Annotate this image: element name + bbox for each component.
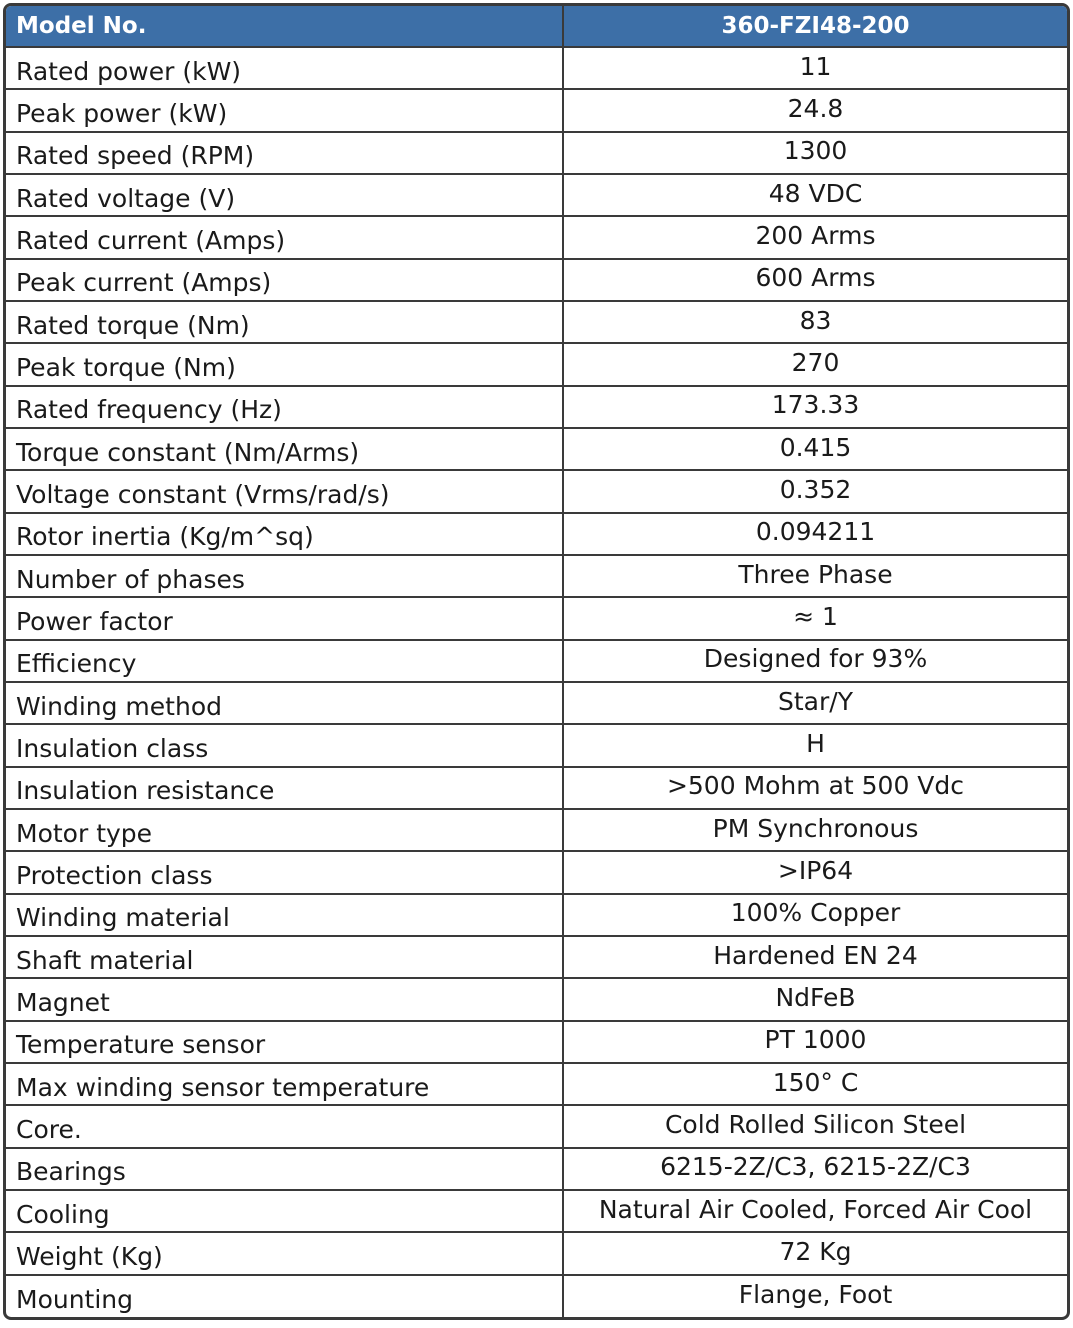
table-row <box>6 386 1067 428</box>
spec-value: 6215-2Z/C3, 6215-2Z/C3 <box>563 1148 1067 1190</box>
spec-value: Natural Air Cooled, Forced Air Cool <box>563 1190 1067 1232</box>
header-model-number: 360-FZI48-200 <box>563 6 1067 47</box>
spec-label: Rotor inertia (Kg/m^sq) <box>6 513 563 555</box>
table-row <box>6 216 1067 258</box>
table-row <box>6 470 1067 512</box>
spec-value: Three Phase <box>563 555 1067 597</box>
spec-table-body <box>6 47 1067 1317</box>
table-row <box>6 1190 1067 1232</box>
spec-table <box>6 6 1067 1317</box>
table-row <box>6 47 1067 89</box>
spec-value: 200 Arms <box>563 216 1067 258</box>
spec-label: Rated torque (Nm) <box>6 301 563 343</box>
spec-value: 100% Copper <box>563 894 1067 936</box>
spec-value: Cold Rolled Silicon Steel <box>563 1105 1067 1147</box>
table-row <box>6 1021 1067 1063</box>
spec-value: Designed for 93% <box>563 640 1067 682</box>
spec-value: 173.33 <box>563 386 1067 428</box>
table-row <box>6 767 1067 809</box>
spec-label: Mounting <box>6 1275 563 1317</box>
spec-value: 48 VDC <box>563 174 1067 216</box>
table-row <box>6 174 1067 216</box>
spec-label: Winding method <box>6 682 563 724</box>
spec-label: Number of phases <box>6 555 563 597</box>
spec-label: Rated frequency (Hz) <box>6 386 563 428</box>
table-row <box>6 894 1067 936</box>
spec-table-header <box>6 6 1067 47</box>
table-row <box>6 1105 1067 1147</box>
table-row <box>6 936 1067 978</box>
spec-value: >500 Mohm at 500 Vdc <box>563 767 1067 809</box>
spec-value: Flange, Foot <box>563 1275 1067 1317</box>
spec-label: Insulation class <box>6 724 563 766</box>
spec-label: Voltage constant (Vrms/rad/s) <box>6 470 563 512</box>
spec-label: Rated power (kW) <box>16 56 242 86</box>
spec-label: Magnet <box>6 978 563 1020</box>
table-row <box>6 343 1067 385</box>
table-row <box>6 640 1067 682</box>
spec-value: PM Synchronous <box>563 809 1067 851</box>
table-row <box>6 259 1067 301</box>
spec-label: Motor type <box>6 809 563 851</box>
table-row <box>6 1148 1067 1190</box>
table-row <box>6 809 1067 851</box>
table-row <box>6 428 1067 470</box>
spec-label: Torque constant (Nm/Arms) <box>6 428 563 470</box>
spec-label: Winding material <box>6 894 563 936</box>
header-label: Model No. <box>6 6 563 47</box>
table-row <box>6 1232 1067 1274</box>
spec-label: Max winding sensor temperature <box>6 1063 563 1105</box>
spec-label: Shaft material <box>6 936 563 978</box>
spec-value: 11 <box>563 47 1067 89</box>
spec-table-frame <box>3 3 1070 1320</box>
table-row <box>6 89 1067 131</box>
spec-value: Hardened EN 24 <box>563 936 1067 978</box>
spec-label: Cooling <box>6 1190 563 1232</box>
spec-label: Rated current (Amps) <box>6 216 563 258</box>
spec-value: 600 Arms <box>563 259 1067 301</box>
table-row <box>6 555 1067 597</box>
table-row <box>6 1063 1067 1105</box>
spec-label: Temperature sensor <box>6 1021 563 1063</box>
spec-label: Rated speed (RPM) <box>6 132 563 174</box>
spec-label: Core. <box>6 1105 563 1147</box>
spec-label: Protection class <box>6 851 563 893</box>
table-row <box>6 301 1067 343</box>
spec-label: Insulation resistance <box>6 767 563 809</box>
table-row <box>6 132 1067 174</box>
spec-value: 83 <box>563 301 1067 343</box>
spec-value: 150° C <box>563 1063 1067 1105</box>
spec-value: 72 Kg <box>563 1232 1067 1274</box>
spec-label: Peak torque (Nm) <box>6 343 563 385</box>
table-row <box>6 978 1067 1020</box>
spec-value: 1300 <box>563 132 1067 174</box>
spec-value: NdFeB <box>563 978 1067 1020</box>
spec-value: >IP64 <box>563 851 1067 893</box>
table-row <box>6 851 1067 893</box>
spec-label: Peak current (Amps) <box>6 259 563 301</box>
spec-value: Star/Y <box>563 682 1067 724</box>
table-row <box>6 1275 1067 1317</box>
spec-label: Efficiency <box>6 640 563 682</box>
table-row <box>6 682 1067 724</box>
spec-value: 0.352 <box>563 470 1067 512</box>
spec-label: Peak power (kW) <box>6 89 563 131</box>
spec-label: Weight (Kg) <box>6 1232 563 1274</box>
spec-value: 270 <box>563 343 1067 385</box>
table-row <box>6 724 1067 766</box>
spec-value: 24.8 <box>563 89 1067 131</box>
spec-value: H <box>563 724 1067 766</box>
spec-label: Bearings <box>6 1148 563 1190</box>
spec-value: 0.094211 <box>563 513 1067 555</box>
spec-label: Power factor <box>6 597 563 639</box>
spec-value: ≈ 1 <box>563 597 1067 639</box>
table-row <box>6 597 1067 639</box>
table-row <box>6 513 1067 555</box>
spec-value: PT 1000 <box>563 1021 1067 1063</box>
header-row <box>6 6 1067 47</box>
spec-value: 0.415 <box>563 428 1067 470</box>
spec-label: Rated voltage (V) <box>6 174 563 216</box>
